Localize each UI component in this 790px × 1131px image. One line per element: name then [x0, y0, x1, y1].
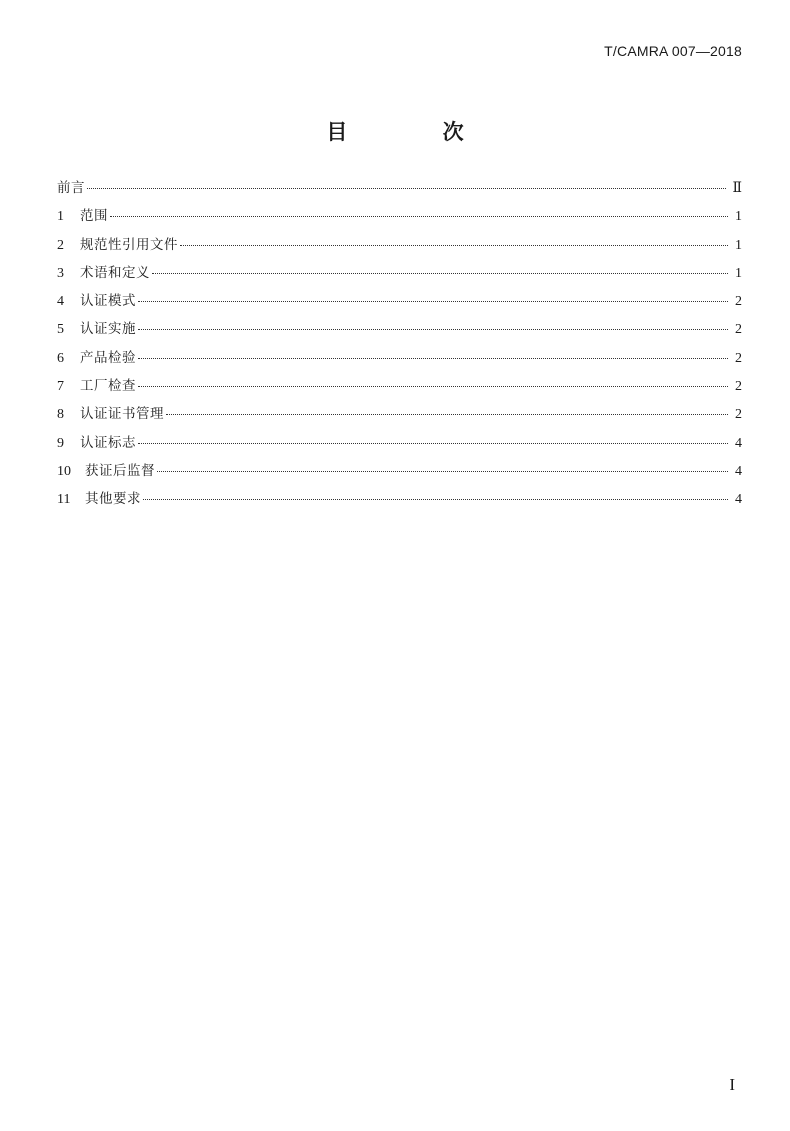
toc-entry-page: 1: [735, 209, 742, 225]
toc-entry-6[interactable]: [57, 346, 742, 374]
toc-entry-label: 产品检验: [80, 349, 136, 366]
toc-entry-7[interactable]: [57, 374, 742, 402]
page-number: I: [729, 1075, 735, 1094]
table-of-contents: [57, 176, 742, 516]
toc-entry-number: 10: [57, 463, 71, 479]
toc-dot-leader: [138, 328, 728, 330]
toc-entry-label: 认证证书管理: [80, 406, 164, 423]
toc-entry-page: 1: [735, 265, 742, 281]
toc-dot-leader: [138, 357, 728, 359]
toc-entry-number: 3: [57, 265, 64, 281]
toc-dot-leader: [166, 413, 728, 415]
toc-entry-page: 2: [735, 350, 742, 366]
toc-entry-page: 1: [735, 237, 742, 253]
toc-entry-page: 2: [735, 379, 742, 395]
toc-entry-label: 术语和定义: [80, 264, 150, 281]
toc-entry-5[interactable]: [57, 317, 742, 345]
toc-entry-2[interactable]: [57, 233, 742, 261]
toc-dot-leader: [143, 498, 728, 500]
toc-dot-leader: [157, 470, 728, 472]
toc-entry-label: 工厂检查: [80, 378, 136, 395]
toc-entry-number: 1: [57, 209, 64, 225]
toc-entry-number: 5: [57, 322, 64, 338]
toc-entry-4[interactable]: [57, 289, 742, 317]
toc-entry-label: 前言: [57, 180, 85, 196]
toc-dot-leader: [152, 272, 728, 274]
toc-title: 目 次: [326, 120, 508, 144]
toc-entry-number: 11: [57, 492, 71, 508]
toc-dot-leader: [138, 385, 728, 387]
toc-entry-label: 规范性引用文件: [80, 236, 178, 253]
toc-entry-label: 范围: [80, 208, 108, 225]
toc-dot-leader: [180, 244, 728, 246]
standard-code: T/CAMRA 007—2018: [604, 43, 742, 59]
toc-entry-1[interactable]: [57, 204, 742, 232]
toc-entry-number: 4: [57, 294, 64, 310]
toc-entry-label: 认证标志: [80, 434, 136, 451]
toc-entry-page: 2: [735, 407, 742, 423]
toc-entry-8[interactable]: [57, 402, 742, 430]
toc-entry-number: 2: [57, 237, 64, 253]
toc-entry-page: 4: [735, 463, 742, 479]
toc-entry-foreword[interactable]: [57, 176, 742, 204]
toc-entry-label: 认证模式: [80, 293, 136, 310]
toc-entry-number: 7: [57, 379, 64, 395]
toc-entry-page: 4: [735, 435, 742, 451]
toc-entry-page: 2: [735, 294, 742, 310]
toc-dot-leader: [87, 187, 726, 189]
toc-entry-11[interactable]: [57, 487, 742, 515]
toc-entry-number: 8: [57, 407, 64, 423]
toc-dot-leader: [138, 442, 728, 444]
toc-entry-label: 认证实施: [80, 321, 136, 338]
toc-entry-page: 2: [735, 322, 742, 338]
toc-entry-9[interactable]: [57, 431, 742, 459]
toc-entry-number: 9: [57, 435, 64, 451]
toc-entry-label: 获证后监督: [85, 462, 155, 479]
toc-entry-number: 6: [57, 350, 64, 366]
toc-entry-label: 其他要求: [85, 491, 141, 508]
toc-entry-page: Ⅱ: [732, 181, 742, 196]
toc-dot-leader: [110, 215, 728, 217]
toc-dot-leader: [138, 300, 728, 302]
toc-entry-3[interactable]: [57, 261, 742, 289]
toc-entry-page: 4: [735, 492, 742, 508]
toc-entry-10[interactable]: [57, 459, 742, 487]
